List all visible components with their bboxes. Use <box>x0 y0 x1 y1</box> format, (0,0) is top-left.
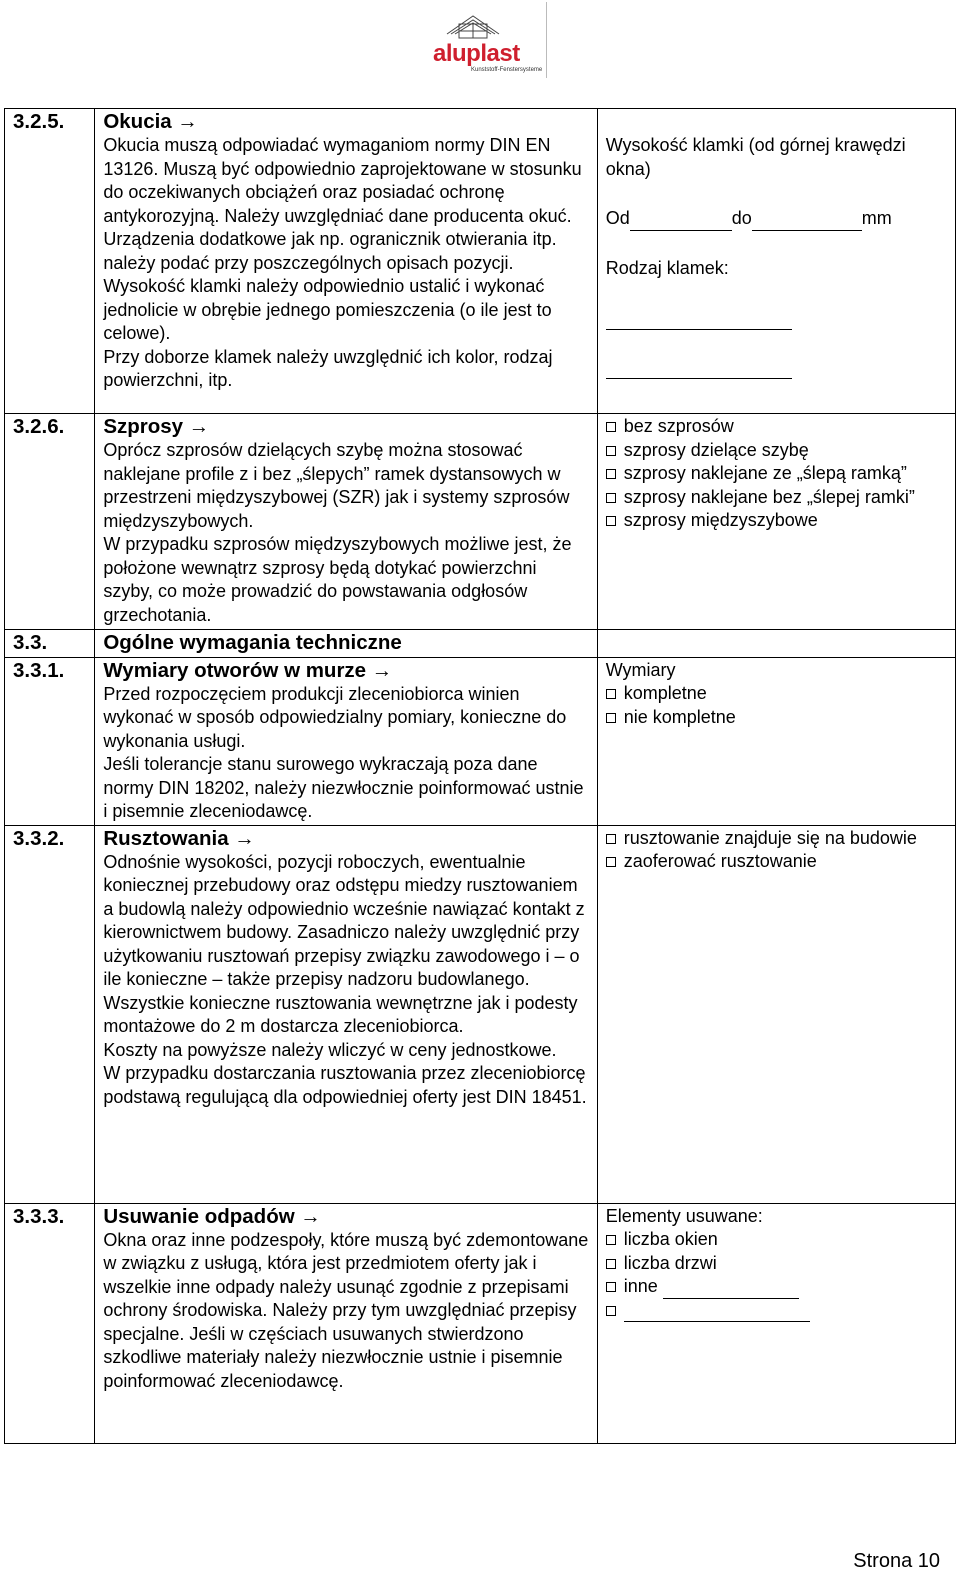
section-heading: Szprosy → <box>103 415 210 438</box>
table-row <box>5 630 956 658</box>
checkbox-icon[interactable] <box>606 516 616 526</box>
section-description <box>95 825 597 1203</box>
section-description <box>95 630 597 658</box>
paragraph: Przed rozpoczęciem produkcji zleceniobiorca winien wykonać w sposób odpowiedzialny pomiary, konieczne do wykonania usługi. <box>103 683 567 751</box>
checkbox-option[interactable]: inne <box>606 1275 949 1299</box>
section-number: 3.2.6. <box>5 414 95 630</box>
specification-table <box>4 108 956 1444</box>
header-divider <box>546 2 547 78</box>
section-heading: Ogólne wymagania techniczne <box>103 631 402 654</box>
section-options <box>597 414 955 630</box>
table-row <box>5 657 956 825</box>
section-heading: Rusztowania → <box>103 826 255 850</box>
checkbox-option[interactable]: szprosy dzielące szybę <box>606 439 949 463</box>
checkbox-option[interactable]: kompletne <box>606 682 949 706</box>
handle-type-field[interactable] <box>606 311 792 330</box>
handle-height-range <box>606 207 949 231</box>
checkbox-icon[interactable] <box>606 689 616 699</box>
to-field[interactable] <box>752 212 862 231</box>
handle-height-label: Wysokość klamki (od górnej krawędzi okna) <box>605 135 906 179</box>
checkbox-option[interactable] <box>606 1299 949 1323</box>
checkbox-icon[interactable] <box>606 469 616 479</box>
section-options <box>597 109 955 414</box>
page-number: Strona 10 <box>853 1550 940 1572</box>
checkbox-icon[interactable] <box>606 1259 616 1269</box>
checkbox-option[interactable]: szprosy naklejane bez „ślepej ramki” <box>606 486 949 510</box>
checkbox-option[interactable]: szprosy międzyszybowe <box>606 509 949 533</box>
checkbox-icon[interactable] <box>606 422 616 432</box>
section-options <box>597 825 955 1203</box>
to-label: do <box>731 208 752 228</box>
section-heading: Wymiary otworów w murze → <box>103 658 393 682</box>
paragraph: Wysokość klamki należy odpowiednio ustalić i wykonać jednolicie w obrębie jednego pomieszczenia (o ile jest to celowe). <box>103 276 552 343</box>
section-description <box>95 109 597 414</box>
paragraph: Okna oraz inne podzespoły, które muszą być zdemontowane w związku z usługą, która jest przedmiotem oferty jak i wszelkie inne odpady należy usunąć zgodnie z przepisami ochrony środowiska. Należy przy tym uwzględniać przepisy specjalne. Jeśli w częściach usuwanych stwierdzono szkodliwe materiały należy niezwłocznie ustnie i pisemnie poinformować zleceniodawcę. <box>103 1229 589 1391</box>
checkbox-icon[interactable] <box>606 857 616 867</box>
section-number: 3.3. <box>5 630 95 658</box>
section-options <box>597 1203 955 1443</box>
section-heading: Okucia → <box>103 110 198 133</box>
paragraph: W przypadku dostarczania rusztowania przez zleceniobiorcę podstawą regulującą dla odpowiedniej oferty jest DIN 18451. <box>103 1063 587 1107</box>
section-options <box>597 630 955 658</box>
section-number: 3.3.2. <box>5 825 95 1203</box>
section-number: 3.3.3. <box>5 1203 95 1443</box>
section-number: 3.2.5. <box>5 109 95 414</box>
checkbox-icon[interactable] <box>606 493 616 503</box>
from-label: Od <box>605 208 630 228</box>
checkbox-option[interactable]: zaoferować rusztowanie <box>606 850 949 874</box>
section-options <box>597 657 955 825</box>
checkbox-icon[interactable] <box>606 1306 616 1316</box>
logo-wordmark: aluplast <box>433 40 520 67</box>
checkbox-icon[interactable] <box>606 713 616 723</box>
checkbox-option[interactable]: liczba drzwi <box>606 1252 949 1276</box>
table-row <box>5 109 956 414</box>
checkbox-icon[interactable] <box>606 1235 616 1245</box>
table-row <box>5 825 956 1203</box>
paragraph: W przypadku szprosów międzyszybowych możliwe jest, że położone wewnątrz szprosy będą dotykać powierzchni szyby, co może prowadzić do powstawania odgłosów grzechotania. <box>103 534 572 625</box>
options-label: Wymiary <box>605 659 676 680</box>
custom-item-field[interactable] <box>624 1303 810 1322</box>
table-row <box>5 1203 956 1443</box>
checkbox-option[interactable]: szprosy naklejane ze „ślepą ramką” <box>606 462 949 486</box>
handle-type-field[interactable] <box>606 360 792 379</box>
checkbox-icon[interactable] <box>606 446 616 456</box>
other-field[interactable] <box>663 1280 799 1299</box>
section-heading: Usuwanie odpadów → <box>103 1204 321 1228</box>
handle-type-label: Rodzaj klamek: <box>605 257 729 278</box>
section-number: 3.3.1. <box>5 657 95 825</box>
paragraph: Jeśli tolerancje stanu surowego wykraczają poza dane normy DIN 18202, należy niezwłocznie poinformować ustnie i pisemnie zleceniodawcę. <box>103 754 584 821</box>
section-description <box>95 657 597 825</box>
aluplast-logo <box>425 10 545 76</box>
paragraph: Odnośnie wysokości, pozycji roboczych, ewentualnie koniecznej przebudowy oraz odstępu miedzy rusztowaniem a budowlą należy odpowiednio wcześnie nawiązać kontakt z kierownictwem budowy. Zasadniczo należy uwzględnić przy użytkowaniu rusztowań przepisy związku zawodowego i – o ile konieczne – także przepisy nadzoru budowlanego. Wszystkie konieczne rusztowania wewnętrzne jak i podesty montażowe do 2 m dostarcza zleceniobiorca. <box>103 851 585 1036</box>
options-label: Elementy usuwane: <box>605 1205 763 1226</box>
section-description <box>95 414 597 630</box>
checkbox-icon[interactable] <box>606 1282 616 1292</box>
paragraph: Oprócz szprosów dzielących szybę można stosować naklejane profile z i bez „ślepych” ramek dystansowych w przestrzeni międzyszybowej (SZR) jak i systemy szprosów międzyszybowych. <box>103 440 570 531</box>
logo-subtext: Kunststoff-Fenstersysteme <box>471 67 543 73</box>
from-field[interactable] <box>630 212 732 231</box>
section-description <box>95 1203 597 1443</box>
checkbox-option[interactable]: bez szprosów <box>606 415 949 439</box>
checkbox-option[interactable]: rusztowanie znajduje się na budowie <box>606 827 949 851</box>
unit-label: mm <box>861 208 892 228</box>
checkbox-option[interactable]: nie kompletne <box>606 706 949 730</box>
checkbox-option[interactable]: liczba okien <box>606 1228 949 1252</box>
paragraph: Koszty na powyższe należy wliczyć w ceny jednostkowe. <box>103 1039 557 1060</box>
paragraph: Okucia muszą odpowiadać wymaganiom normy DIN EN 13126. Muszą być odpowiednio zaprojektowane w stosunku do oczekiwanych obciążeń oraz posiadać ochronę antykorozyjną. Należy uwzględniać dane producenta okuć. Urządzenia dodatkowe jak np. ogranicznik otwierania itp. należy podać przy poszczególnych opisach pozycji. <box>103 135 582 273</box>
paragraph: Przy doborze klamek należy uwzględnić ich kolor, rodzaj powierzchni, itp. <box>103 346 553 390</box>
checkbox-icon[interactable] <box>606 834 616 844</box>
table-row <box>5 414 956 630</box>
